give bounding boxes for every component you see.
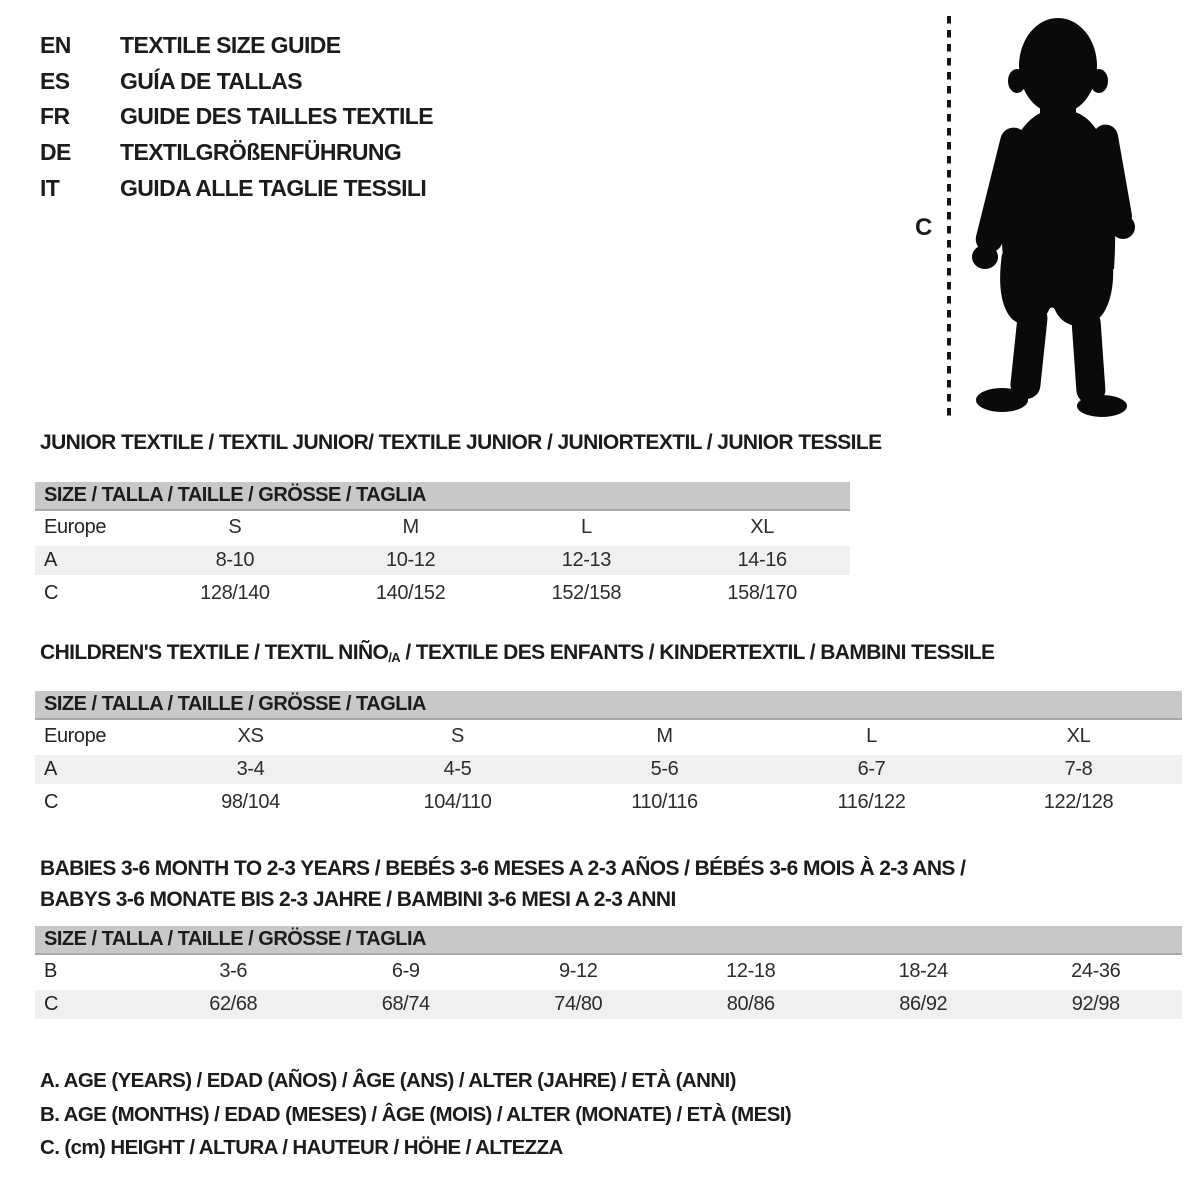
language-code: EN — [40, 32, 71, 59]
legend-line-a: A. AGE (YEARS) / EDAD (AÑOS) / ÂGE (ANS) / ALTER (JAHRE) / ETÀ (ANNI) — [40, 1069, 736, 1092]
row-label: C — [44, 582, 59, 604]
age-cell: 8-10 — [215, 549, 255, 571]
height-cell: 74/80 — [554, 993, 603, 1015]
size-table-header: SIZE / TALLA / TAILLE / GRÖSSE / TAGLIA — [35, 691, 1182, 720]
guide-title-en: TEXTILE SIZE GUIDE — [120, 32, 341, 59]
table-row-months — [35, 955, 1182, 988]
language-row-fr — [40, 99, 433, 135]
size-cell: S — [451, 725, 464, 747]
months-cell: 12-18 — [726, 960, 776, 982]
size-table-header: SIZE / TALLA / TAILLE / GRÖSSE / TAGLIA — [35, 482, 850, 511]
children-title-text: / TEXTILE DES ENFANTS / KINDERTEXTIL / BAMBINI TESSILE — [400, 641, 995, 664]
height-cell: 98/104 — [221, 791, 280, 813]
junior-size-table — [35, 482, 850, 610]
size-cell: XL — [750, 516, 774, 538]
guide-title-es: GUÍA DE TALLAS — [120, 67, 302, 94]
height-measure-figure — [895, 12, 1151, 418]
size-table-header: SIZE / TALLA / TAILLE / GRÖSSE / TAGLIA — [35, 926, 1182, 955]
babies-title-line2: BABYS 3-6 MONATE BIS 2-3 JAHRE / BAMBINI 3-6 MESI A 2-3 ANNI — [40, 888, 676, 911]
language-row-en — [40, 28, 433, 64]
height-cell: 68/74 — [381, 993, 430, 1015]
language-row-it — [40, 170, 433, 206]
children-title-text: CHILDREN'S TEXTILE / TEXTIL NIÑO — [40, 641, 389, 664]
table-row-europe — [35, 720, 1182, 753]
height-cell: 62/68 — [209, 993, 258, 1015]
language-code: IT — [40, 174, 60, 201]
language-code: FR — [40, 103, 70, 130]
height-cell: 80/86 — [726, 993, 775, 1015]
language-row-de — [40, 135, 433, 171]
table-row-europe — [35, 511, 850, 544]
height-cell: 110/116 — [631, 791, 698, 813]
height-cell: 104/110 — [423, 791, 492, 813]
height-cell: 128/140 — [200, 582, 270, 604]
months-cell: 6-9 — [391, 960, 420, 982]
row-label: A — [44, 549, 57, 571]
age-cell: 4-5 — [443, 758, 472, 780]
baby-silhouette-icon — [968, 14, 1146, 417]
months-cell: 9-12 — [559, 960, 598, 982]
height-cell: 86/92 — [899, 993, 948, 1015]
row-label: Europe — [44, 516, 107, 538]
junior-section-title: JUNIOR TEXTILE / TEXTIL JUNIOR/ TEXTILE JUNIOR / JUNIORTEXTIL / JUNIOR TESSILE — [40, 431, 882, 454]
height-cell: 92/98 — [1071, 993, 1120, 1015]
size-cell: XL — [1066, 725, 1091, 747]
months-cell: 3-6 — [219, 960, 248, 982]
row-label: C — [44, 993, 59, 1015]
babies-size-table — [35, 926, 1182, 1021]
height-measure-dashed-line — [946, 16, 952, 416]
measurement-legend — [40, 1064, 791, 1165]
height-cell: 152/158 — [551, 582, 622, 604]
children-section-title — [40, 641, 994, 665]
age-cell: 12-13 — [561, 549, 611, 571]
table-row-age — [35, 544, 850, 577]
row-label: C — [44, 791, 59, 813]
language-row-es — [40, 64, 433, 100]
height-cell: 116/122 — [837, 791, 906, 813]
row-label: A — [44, 758, 57, 780]
size-cell: M — [656, 725, 673, 747]
row-label: Europe — [44, 725, 107, 747]
legend-line-b: B. AGE (MONTHS) / EDAD (MESES) / ÂGE (MOIS) / ALTER (MONATE) / ETÀ (MESI) — [40, 1102, 792, 1126]
children-size-table — [35, 691, 1182, 819]
age-cell: 6-7 — [857, 758, 886, 780]
size-cell: S — [228, 516, 242, 538]
height-measure-label: C — [915, 214, 932, 241]
legend-line-c: C. (cm) HEIGHT / ALTURA / HAUTEUR / HÖHE / ALTEZZA — [40, 1136, 563, 1159]
babies-section-title — [40, 853, 965, 915]
height-cell: 122/128 — [1043, 791, 1114, 813]
guide-title-fr: GUIDE DES TAILLES TEXTILE — [120, 103, 433, 130]
age-cell: 7-8 — [1064, 758, 1093, 780]
language-code: ES — [40, 67, 70, 94]
language-title-list — [40, 28, 433, 206]
age-cell: 3-4 — [236, 758, 265, 780]
language-code: DE — [40, 139, 71, 166]
row-label: B — [44, 960, 57, 982]
size-cell: XS — [237, 725, 264, 747]
table-row-height — [35, 577, 850, 610]
age-cell: 14-16 — [737, 549, 787, 571]
babies-title-line1: BABIES 3-6 MONTH TO 2-3 YEARS / BEBÉS 3-6 MESES A 2-3 AÑOS / BÉBÉS 3-6 MOIS À 2-3 ANS / — [40, 857, 966, 880]
table-row-height — [35, 786, 1182, 819]
height-cell: 140/152 — [375, 582, 446, 604]
size-cell: L — [581, 516, 592, 538]
guide-title-de: TEXTILGRÖßENFÜHRUNG — [120, 139, 402, 166]
children-title-suffix: /A — [388, 650, 401, 665]
table-row-height — [35, 988, 1182, 1021]
size-cell: M — [402, 516, 419, 538]
guide-title-it: GUIDA ALLE TAGLIE TESSILI — [120, 174, 427, 201]
months-cell: 18-24 — [898, 960, 948, 982]
table-row-age — [35, 753, 1182, 786]
age-cell: 10-12 — [386, 549, 436, 571]
height-cell: 158/170 — [727, 582, 797, 604]
months-cell: 24-36 — [1071, 960, 1121, 982]
size-cell: L — [866, 725, 877, 747]
age-cell: 5-6 — [650, 758, 679, 780]
